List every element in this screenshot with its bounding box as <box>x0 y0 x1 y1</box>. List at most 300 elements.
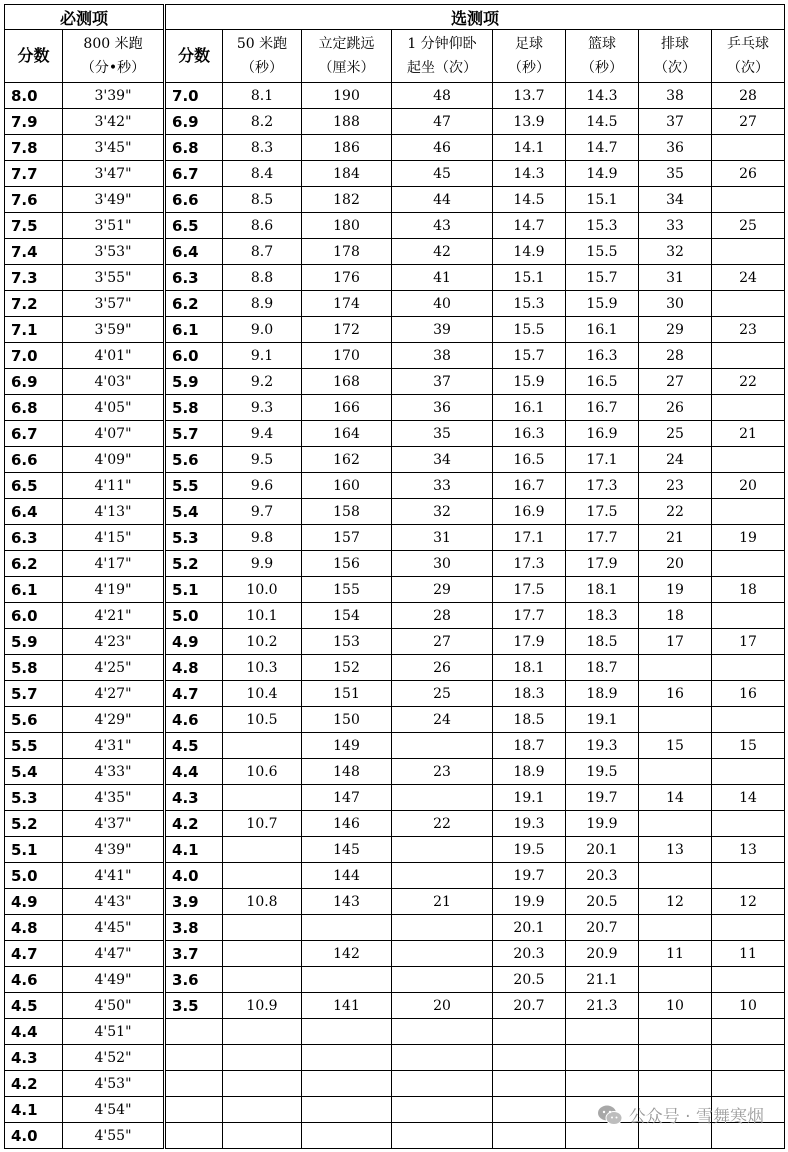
standing-jump-cell: 178 <box>302 239 392 265</box>
table-row <box>5 915 785 941</box>
table-row <box>5 317 785 343</box>
volleyball-cell: 18 <box>639 603 712 629</box>
table-row <box>5 395 785 421</box>
football-cell: 20.1 <box>493 915 566 941</box>
volleyball-cell: 12 <box>639 889 712 915</box>
run50-cell: 10.7 <box>223 811 302 837</box>
run50-cell: 9.8 <box>223 525 302 551</box>
basketball-cell: 15.7 <box>566 265 639 291</box>
situp-cell: 31 <box>392 525 493 551</box>
score-right-cell: 5.6 <box>165 447 223 473</box>
score-right-cell: 3.5 <box>165 993 223 1019</box>
score-left-cell: 4.9 <box>5 889 63 915</box>
run800-cell: 4'33" <box>63 759 165 785</box>
score-left-cell: 5.3 <box>5 785 63 811</box>
table-row <box>5 577 785 603</box>
run800-cell: 4'15" <box>63 525 165 551</box>
volleyball-cell: 22 <box>639 499 712 525</box>
run50-cell: 8.4 <box>223 161 302 187</box>
volleyball-cell <box>639 759 712 785</box>
score-left-cell: 6.1 <box>5 577 63 603</box>
optional-group-header: 选测项 <box>165 5 785 30</box>
score-right-cell: 5.8 <box>165 395 223 421</box>
basketball-cell: 20.5 <box>566 889 639 915</box>
run50-cell: 9.2 <box>223 369 302 395</box>
table-row <box>5 993 785 1019</box>
football-cell: 14.5 <box>493 187 566 213</box>
table-row <box>5 109 785 135</box>
football-cell: 20.5 <box>493 967 566 993</box>
situp-cell: 37 <box>392 369 493 395</box>
score-left-cell: 7.2 <box>5 291 63 317</box>
score-left-header: 分数 <box>5 30 63 83</box>
pingpong-cell: 23 <box>712 317 785 343</box>
pingpong-cell <box>712 447 785 473</box>
standing-jump-cell: 144 <box>302 863 392 889</box>
standing-jump-header: 立定跳远 （厘米） <box>302 30 392 83</box>
basketball-cell: 14.5 <box>566 109 639 135</box>
pingpong-cell <box>712 1045 785 1071</box>
run50-cell: 10.8 <box>223 889 302 915</box>
pingpong-cell <box>712 863 785 889</box>
run50-cell <box>223 837 302 863</box>
basketball-cell: 19.1 <box>566 707 639 733</box>
standing-jump-cell: 176 <box>302 265 392 291</box>
run50-cell: 8.6 <box>223 213 302 239</box>
basketball-cell: 16.1 <box>566 317 639 343</box>
run50-cell <box>223 1123 302 1149</box>
situp-cell: 44 <box>392 187 493 213</box>
basketball-cell: 15.5 <box>566 239 639 265</box>
football-cell: 16.1 <box>493 395 566 421</box>
score-left-cell: 5.2 <box>5 811 63 837</box>
pingpong-cell <box>712 291 785 317</box>
pingpong-header: 乒乓球 （次） <box>712 30 785 83</box>
score-right-cell: 7.0 <box>165 83 223 109</box>
volleyball-cell <box>639 915 712 941</box>
situp-cell: 33 <box>392 473 493 499</box>
basketball-cell: 17.9 <box>566 551 639 577</box>
score-right-cell: 6.2 <box>165 291 223 317</box>
run800-cell: 4'13" <box>63 499 165 525</box>
football-cell: 18.7 <box>493 733 566 759</box>
run50-cell: 8.7 <box>223 239 302 265</box>
situp-cell: 34 <box>392 447 493 473</box>
football-cell: 13.9 <box>493 109 566 135</box>
standing-jump-cell: 146 <box>302 811 392 837</box>
football-cell: 16.3 <box>493 421 566 447</box>
watermark-text: 公众号 · 雪舞寒烟 <box>628 1107 764 1127</box>
standing-jump-cell: 148 <box>302 759 392 785</box>
score-right-cell: 4.4 <box>165 759 223 785</box>
table-row <box>5 1019 785 1045</box>
score-right-cell: 6.3 <box>165 265 223 291</box>
score-right-cell: 5.7 <box>165 421 223 447</box>
volleyball-cell: 20 <box>639 551 712 577</box>
table-row <box>5 1071 785 1097</box>
volleyball-cell <box>639 1097 712 1123</box>
volleyball-cell: 27 <box>639 369 712 395</box>
score-left-cell: 6.9 <box>5 369 63 395</box>
pingpong-cell: 24 <box>712 265 785 291</box>
volleyball-cell: 26 <box>639 395 712 421</box>
situp-cell <box>392 1097 493 1123</box>
score-left-cell: 4.5 <box>5 993 63 1019</box>
run800-cell: 3'39" <box>63 83 165 109</box>
standing-jump-cell: 172 <box>302 317 392 343</box>
run800-cell: 3'55" <box>63 265 165 291</box>
pingpong-cell: 26 <box>712 161 785 187</box>
run50-cell: 8.9 <box>223 291 302 317</box>
volleyball-cell: 15 <box>639 733 712 759</box>
run50-cell <box>223 1019 302 1045</box>
score-left-cell: 5.6 <box>5 707 63 733</box>
standing-jump-cell: 174 <box>302 291 392 317</box>
table-row <box>5 1123 785 1149</box>
table-body <box>5 83 785 1149</box>
basketball-cell <box>566 1019 639 1045</box>
pingpong-cell: 11 <box>712 941 785 967</box>
pingpong-cell: 15 <box>712 733 785 759</box>
score-right-cell: 6.1 <box>165 317 223 343</box>
basketball-cell <box>566 1071 639 1097</box>
volleyball-cell <box>639 655 712 681</box>
football-cell: 19.9 <box>493 889 566 915</box>
football-cell: 18.3 <box>493 681 566 707</box>
run50-cell <box>223 1097 302 1123</box>
run50-cell <box>223 915 302 941</box>
situp-cell <box>392 1071 493 1097</box>
football-cell: 14.3 <box>493 161 566 187</box>
table-row <box>5 473 785 499</box>
standing-jump-cell: 188 <box>302 109 392 135</box>
pingpong-cell: 27 <box>712 109 785 135</box>
score-right-cell: 6.8 <box>165 135 223 161</box>
football-cell: 17.7 <box>493 603 566 629</box>
run800-cell: 4'37" <box>63 811 165 837</box>
run800-cell: 3'47" <box>63 161 165 187</box>
table-row <box>5 135 785 161</box>
table-row <box>5 343 785 369</box>
pingpong-cell <box>712 655 785 681</box>
pingpong-cell <box>712 343 785 369</box>
basketball-cell: 14.7 <box>566 135 639 161</box>
volleyball-cell: 23 <box>639 473 712 499</box>
score-right-cell: 5.2 <box>165 551 223 577</box>
pingpong-cell <box>712 811 785 837</box>
standing-jump-cell: 152 <box>302 655 392 681</box>
run800-cell: 4'47" <box>63 941 165 967</box>
pingpong-cell: 10 <box>712 993 785 1019</box>
run50-cell: 10.4 <box>223 681 302 707</box>
volleyball-cell <box>639 1123 712 1149</box>
volleyball-cell: 24 <box>639 447 712 473</box>
basketball-cell: 18.9 <box>566 681 639 707</box>
basketball-cell: 17.3 <box>566 473 639 499</box>
pingpong-cell: 12 <box>712 889 785 915</box>
table-row <box>5 655 785 681</box>
situp-cell: 36 <box>392 395 493 421</box>
score-right-cell: 5.5 <box>165 473 223 499</box>
football-cell: 16.9 <box>493 499 566 525</box>
football-cell: 16.5 <box>493 447 566 473</box>
run50-cell: 8.3 <box>223 135 302 161</box>
column-header-row <box>5 30 785 83</box>
run50-cell: 8.8 <box>223 265 302 291</box>
score-left-cell: 4.7 <box>5 941 63 967</box>
volleyball-cell: 31 <box>639 265 712 291</box>
run800-cell: 4'17" <box>63 551 165 577</box>
score-left-cell: 7.4 <box>5 239 63 265</box>
score-right-header: 分数 <box>165 30 223 83</box>
football-cell <box>493 1123 566 1149</box>
basketball-cell: 16.5 <box>566 369 639 395</box>
table-row <box>5 1045 785 1071</box>
situp-cell: 42 <box>392 239 493 265</box>
run800-cell: 4'39" <box>63 837 165 863</box>
situp-cell: 27 <box>392 629 493 655</box>
run50-cell: 10.2 <box>223 629 302 655</box>
table-row <box>5 759 785 785</box>
standing-jump-cell: 142 <box>302 941 392 967</box>
run800-cell: 4'23" <box>63 629 165 655</box>
pingpong-cell <box>712 967 785 993</box>
run800-cell: 4'01" <box>63 343 165 369</box>
run800-cell: 4'49" <box>63 967 165 993</box>
run50-cell <box>223 941 302 967</box>
volleyball-cell: 21 <box>639 525 712 551</box>
pingpong-cell <box>712 551 785 577</box>
run50-cell <box>223 967 302 993</box>
run50-cell: 8.2 <box>223 109 302 135</box>
score-right-cell <box>165 1071 223 1097</box>
pingpong-cell: 22 <box>712 369 785 395</box>
standing-jump-cell <box>302 1045 392 1071</box>
run50-cell: 9.0 <box>223 317 302 343</box>
volleyball-cell: 10 <box>639 993 712 1019</box>
football-cell: 13.7 <box>493 83 566 109</box>
football-cell <box>493 1019 566 1045</box>
score-left-cell: 4.3 <box>5 1045 63 1071</box>
standing-jump-cell: 151 <box>302 681 392 707</box>
situp-cell: 38 <box>392 343 493 369</box>
volleyball-cell: 38 <box>639 83 712 109</box>
score-left-cell: 7.0 <box>5 343 63 369</box>
situp-cell <box>392 733 493 759</box>
standing-jump-cell: 164 <box>302 421 392 447</box>
run800-cell: 4'53" <box>63 1071 165 1097</box>
run800-cell: 4'43" <box>63 889 165 915</box>
score-left-cell: 5.7 <box>5 681 63 707</box>
score-right-cell: 4.5 <box>165 733 223 759</box>
score-left-cell: 6.7 <box>5 421 63 447</box>
situp-cell <box>392 967 493 993</box>
score-right-cell: 4.8 <box>165 655 223 681</box>
run800-cell: 4'52" <box>63 1045 165 1071</box>
standing-jump-cell: 156 <box>302 551 392 577</box>
standing-jump-cell: 168 <box>302 369 392 395</box>
volleyball-cell: 37 <box>639 109 712 135</box>
situp-header: 1 分钟仰卧 起坐（次） <box>392 30 493 83</box>
score-right-cell <box>165 1019 223 1045</box>
basketball-cell: 15.9 <box>566 291 639 317</box>
pingpong-cell <box>712 135 785 161</box>
football-cell: 15.1 <box>493 265 566 291</box>
table-row <box>5 369 785 395</box>
situp-cell <box>392 1123 493 1149</box>
pingpong-cell <box>712 395 785 421</box>
situp-cell: 45 <box>392 161 493 187</box>
football-header: 足球 （秒） <box>493 30 566 83</box>
table-row <box>5 551 785 577</box>
pingpong-cell <box>712 603 785 629</box>
basketball-cell: 17.1 <box>566 447 639 473</box>
situp-cell <box>392 915 493 941</box>
volleyball-cell <box>639 967 712 993</box>
group-header-row <box>5 5 785 30</box>
football-cell: 17.3 <box>493 551 566 577</box>
run50-cell: 9.5 <box>223 447 302 473</box>
score-right-cell: 6.9 <box>165 109 223 135</box>
score-right-cell: 3.8 <box>165 915 223 941</box>
run50-cell: 9.1 <box>223 343 302 369</box>
run800-cell: 4'35" <box>63 785 165 811</box>
pingpong-cell: 28 <box>712 83 785 109</box>
run800-cell: 4'45" <box>63 915 165 941</box>
run800-cell: 3'53" <box>63 239 165 265</box>
score-right-cell: 6.4 <box>165 239 223 265</box>
score-left-cell: 5.9 <box>5 629 63 655</box>
volleyball-cell <box>639 1045 712 1071</box>
required-group-header: 必测项 <box>5 5 165 30</box>
situp-cell: 32 <box>392 499 493 525</box>
basketball-cell: 18.3 <box>566 603 639 629</box>
table-row <box>5 239 785 265</box>
score-right-cell: 6.5 <box>165 213 223 239</box>
football-cell: 15.7 <box>493 343 566 369</box>
score-left-cell: 5.0 <box>5 863 63 889</box>
situp-cell: 29 <box>392 577 493 603</box>
table-row <box>5 681 785 707</box>
volleyball-cell: 29 <box>639 317 712 343</box>
run800-cell: 3'42" <box>63 109 165 135</box>
volleyball-header: 排球 （次） <box>639 30 712 83</box>
volleyball-cell: 25 <box>639 421 712 447</box>
volleyball-cell: 32 <box>639 239 712 265</box>
table-row <box>5 421 785 447</box>
run50-cell: 8.1 <box>223 83 302 109</box>
run800-cell: 3'49" <box>63 187 165 213</box>
football-cell: 15.9 <box>493 369 566 395</box>
run50-cell: 8.5 <box>223 187 302 213</box>
basketball-cell: 16.3 <box>566 343 639 369</box>
football-cell: 18.9 <box>493 759 566 785</box>
table-row <box>5 837 785 863</box>
standing-jump-cell: 190 <box>302 83 392 109</box>
situp-cell <box>392 863 493 889</box>
table-row <box>5 811 785 837</box>
score-right-cell: 5.3 <box>165 525 223 551</box>
table-row <box>5 161 785 187</box>
standing-jump-cell: 145 <box>302 837 392 863</box>
basketball-cell: 14.9 <box>566 161 639 187</box>
basketball-cell: 18.7 <box>566 655 639 681</box>
score-left-cell: 6.3 <box>5 525 63 551</box>
score-left-cell: 5.4 <box>5 759 63 785</box>
basketball-cell: 18.5 <box>566 629 639 655</box>
basketball-cell: 15.1 <box>566 187 639 213</box>
football-cell: 14.1 <box>493 135 566 161</box>
standing-jump-cell: 186 <box>302 135 392 161</box>
pingpong-cell: 16 <box>712 681 785 707</box>
basketball-cell: 16.9 <box>566 421 639 447</box>
pingpong-cell <box>712 707 785 733</box>
score-left-cell: 4.4 <box>5 1019 63 1045</box>
volleyball-cell: 14 <box>639 785 712 811</box>
score-left-cell: 6.5 <box>5 473 63 499</box>
run50-cell <box>223 1045 302 1071</box>
basketball-cell: 19.3 <box>566 733 639 759</box>
score-left-cell: 4.1 <box>5 1097 63 1123</box>
score-right-cell: 6.0 <box>165 343 223 369</box>
run50-cell <box>223 863 302 889</box>
score-right-cell: 4.6 <box>165 707 223 733</box>
score-left-cell: 6.2 <box>5 551 63 577</box>
run800-cell: 4'54" <box>63 1097 165 1123</box>
volleyball-cell: 16 <box>639 681 712 707</box>
score-left-cell: 6.6 <box>5 447 63 473</box>
pingpong-cell <box>712 1097 785 1123</box>
standing-jump-cell: 180 <box>302 213 392 239</box>
standing-jump-cell <box>302 915 392 941</box>
run50-cell: 10.3 <box>223 655 302 681</box>
score-right-cell: 4.7 <box>165 681 223 707</box>
score-left-cell: 4.2 <box>5 1071 63 1097</box>
score-right-cell: 6.6 <box>165 187 223 213</box>
score-left-cell: 6.0 <box>5 603 63 629</box>
volleyball-cell <box>639 811 712 837</box>
run50-cell <box>223 733 302 759</box>
run800-header: 800 米跑 （分•秒） <box>63 30 165 83</box>
standing-jump-cell <box>302 1071 392 1097</box>
score-right-cell: 4.3 <box>165 785 223 811</box>
run50-cell: 10.6 <box>223 759 302 785</box>
situp-cell: 20 <box>392 993 493 1019</box>
score-left-cell: 7.3 <box>5 265 63 291</box>
score-left-cell: 6.8 <box>5 395 63 421</box>
run800-cell: 3'59" <box>63 317 165 343</box>
situp-cell: 30 <box>392 551 493 577</box>
football-cell: 19.5 <box>493 837 566 863</box>
situp-cell: 48 <box>392 83 493 109</box>
basketball-cell: 16.7 <box>566 395 639 421</box>
pingpong-cell: 19 <box>712 525 785 551</box>
football-cell: 17.1 <box>493 525 566 551</box>
situp-cell: 23 <box>392 759 493 785</box>
score-right-cell: 4.1 <box>165 837 223 863</box>
situp-cell <box>392 1045 493 1071</box>
table-row <box>5 291 785 317</box>
standing-jump-cell: 158 <box>302 499 392 525</box>
score-standard-table <box>4 4 785 1149</box>
standing-jump-cell: 157 <box>302 525 392 551</box>
run800-cell: 3'57" <box>63 291 165 317</box>
pingpong-cell: 20 <box>712 473 785 499</box>
score-right-cell <box>165 1123 223 1149</box>
score-left-cell: 7.7 <box>5 161 63 187</box>
basketball-cell: 20.1 <box>566 837 639 863</box>
volleyball-cell: 11 <box>639 941 712 967</box>
